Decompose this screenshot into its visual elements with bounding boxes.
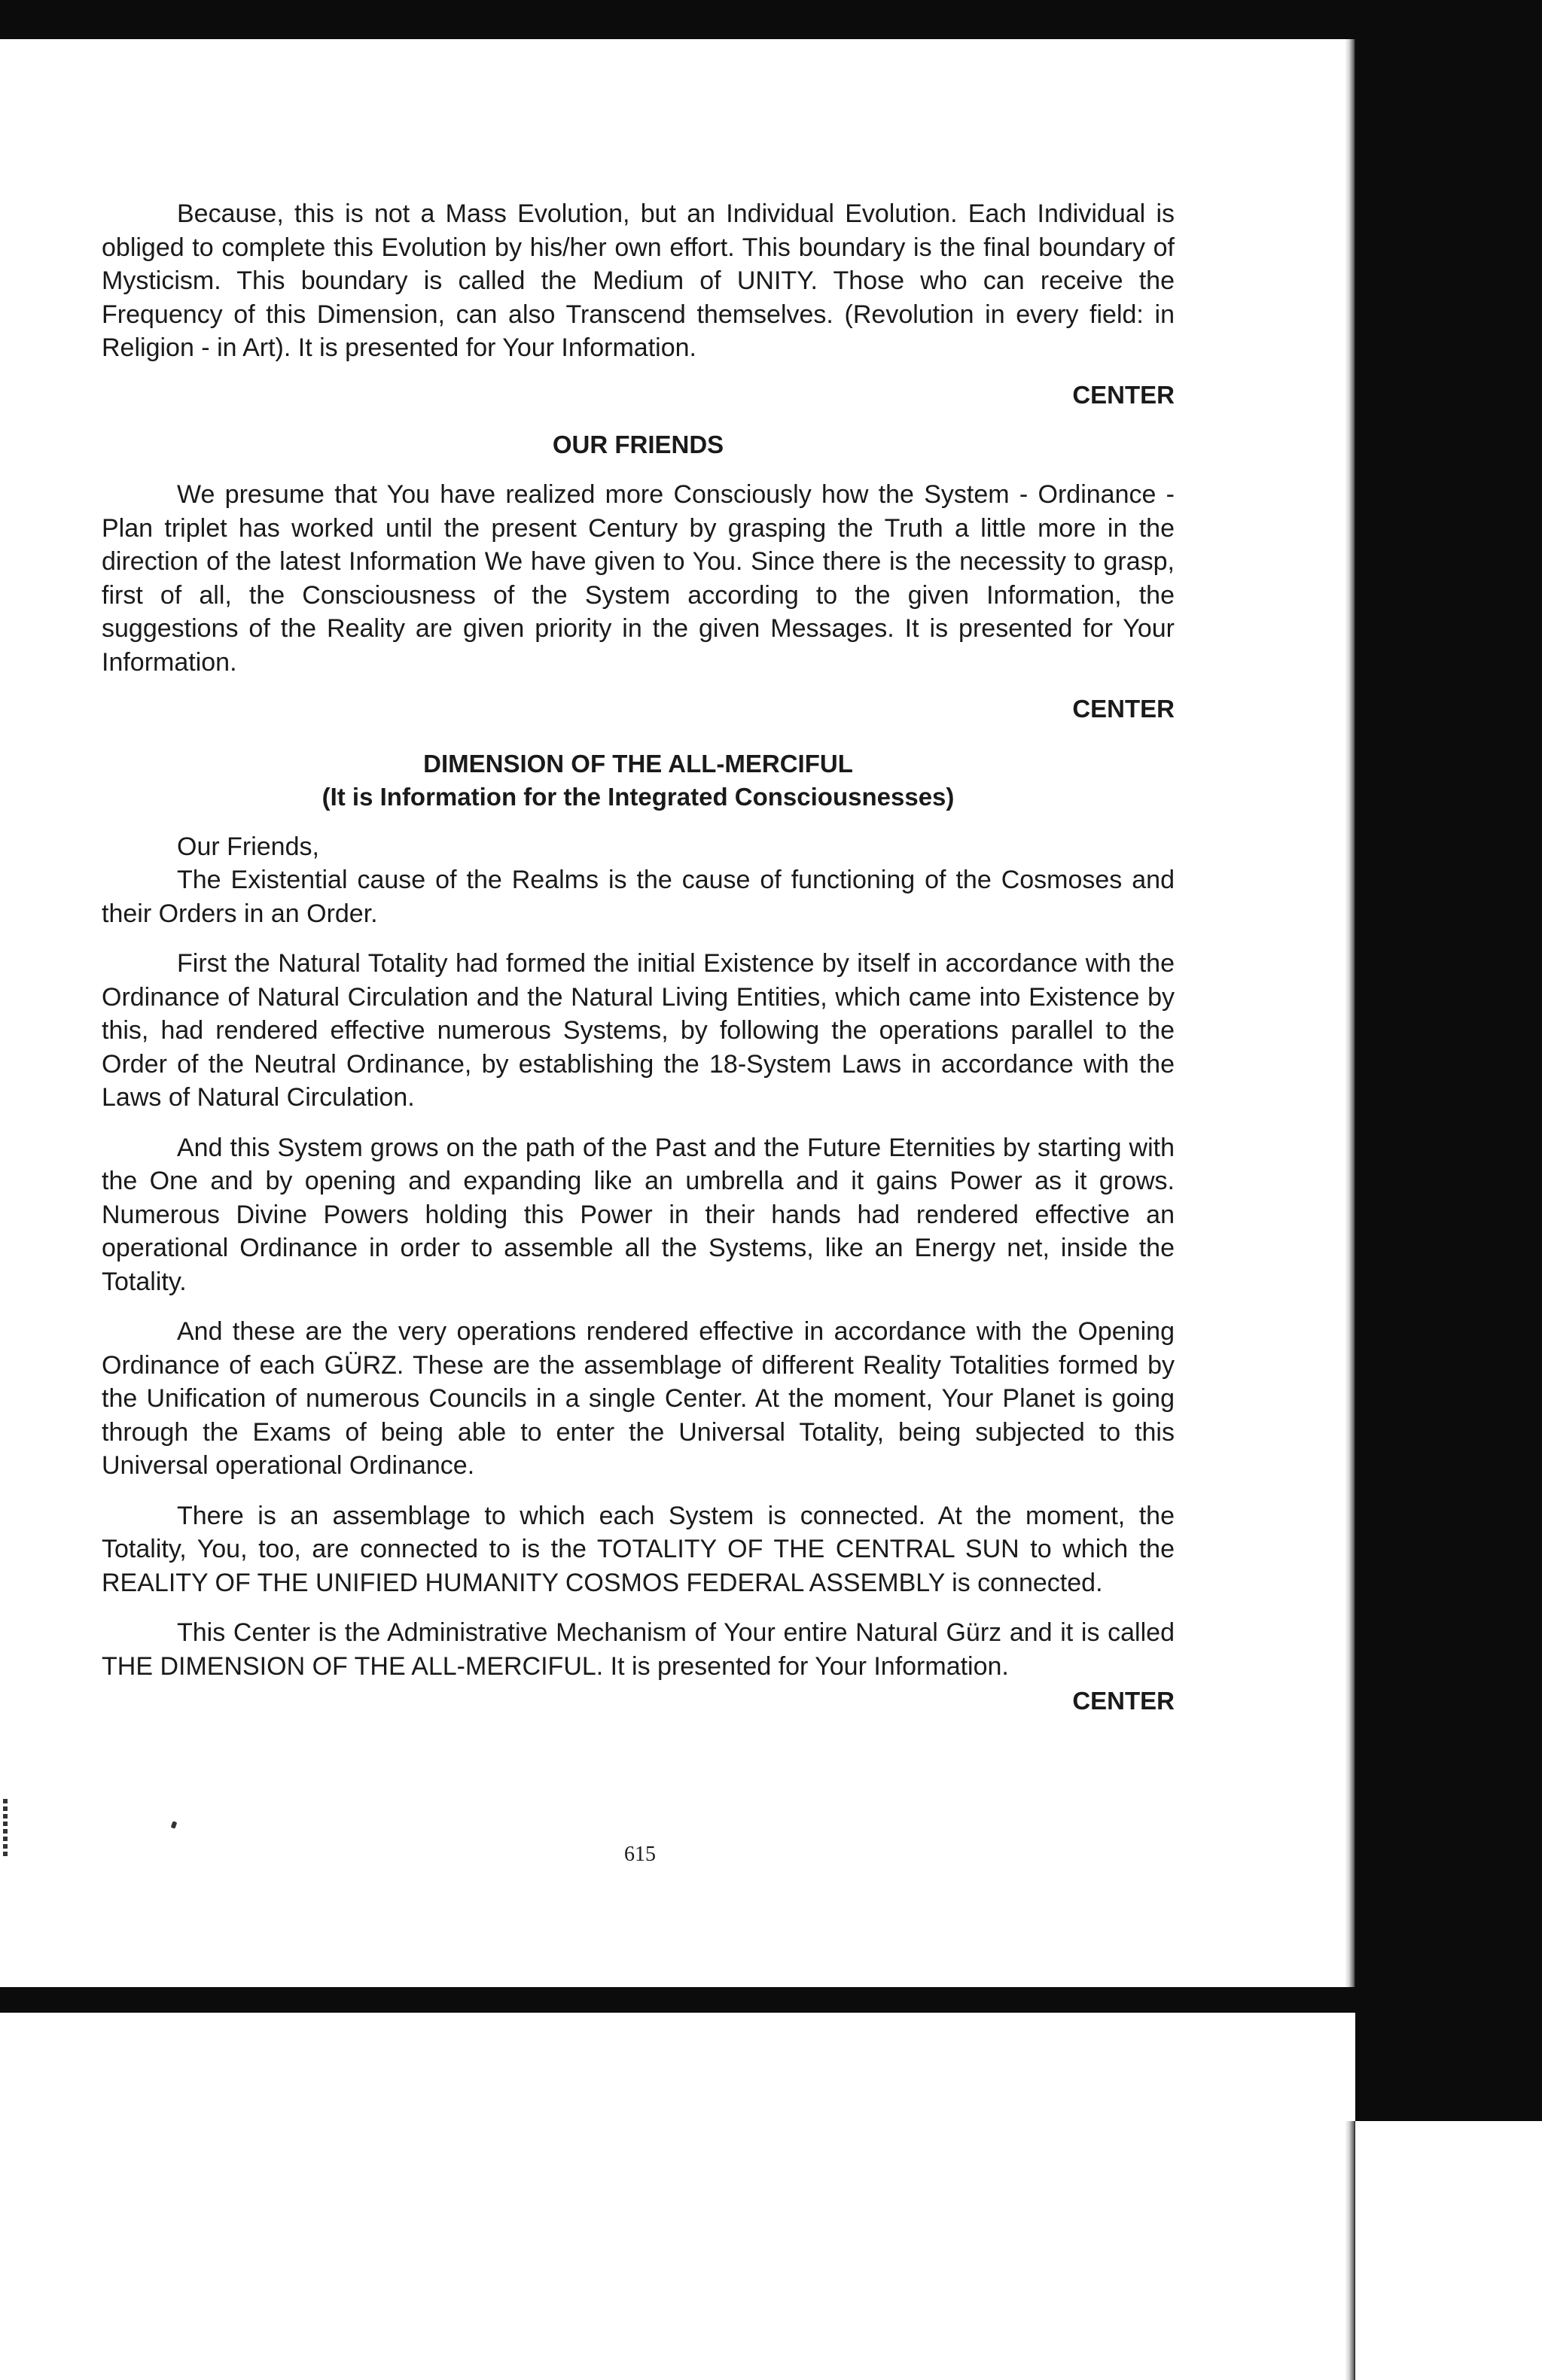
page-body (102, 197, 1175, 1718)
paragraph-mysticism: Because, this is not a Mass Evolution, but an Individual Evolution. Each Individual is obliged to complete this Evolution by his/her own effort. This boundary is the final boundary of Mysticism. This boundary is called the Medium of UNITY. Those who can receive the Frequency of this Dimension, can also Transcend themselves. (Revolution in every field: in Religion - in Art). It is presented for Your Information. (102, 199, 1175, 362)
paragraph-assemblage: There is an assemblage to which each System is connected. At the moment, the Totality, You, too, are connected to is the TOTALITY OF THE CENTRAL SUN to which the REALITY OF THE UNIFIED HUMANITY COSMOS FEDERAL ASSEMBLY is connected. (102, 1501, 1175, 1597)
heading-dimension: DIMENSION OF THE ALL-MERCIFUL (423, 749, 853, 778)
scan-margin-bottom (0, 2013, 1355, 2121)
signature-center: CENTER (1072, 1687, 1175, 1715)
salutation: Our Friends, (177, 832, 319, 861)
scan-speck (171, 1821, 178, 1829)
heading-our-friends: OUR FRIENDS (552, 431, 724, 458)
scan-border-bottom (0, 1987, 1355, 2013)
paragraph-natural-totality: First the Natural Totality had formed the initial Existence by itself in accordance with the Ordinance of Natural Circulation and the Natural Living Entities, which came into Existence by this, had rendered effective numerous Systems, by following the operations parallel to the Order of the Neutral Ordinance, by establishing the 18-System Laws in accordance with the Laws of Natural Circulation. (102, 949, 1175, 1112)
heading-dimension-subtitle: (It is Information for the Integrated Consciousnesses) (322, 782, 955, 811)
scan-border-top (0, 0, 1542, 39)
signature-center: CENTER (1072, 380, 1175, 409)
paragraph-system-grows: And this System grows on the path of the Past and the Future Eternities by starting with the One and by opening and expanding like an umbrella and it gains Power as it grows. Numerous Divine Powers holding this Power in their hands had rendered effective an operational Ordinance in order to assemble all the Systems, like an Energy net, inside the Totality. (102, 1133, 1175, 1296)
signature-center: CENTER (1072, 695, 1175, 723)
paragraph-opening-ordinance: And these are the very operations rendered effective in accordance with the Opening Ordinance of each GÜRZ. These are the assemblage of different Reality Totalities formed by the Unification of numerous Councils in a single Center. At the moment, Your Planet is going through the Exams of being able to enter the Universal Totality, being subjected to this Universal operational Ordinance. (102, 1317, 1175, 1480)
paragraph-system-ordinance: We presume that You have realized more Consciously how the System - Ordinance - Plan triplet has worked until the present Century by grasping the Truth a little more in the direction of the latest Information We have given to You. Since there is the necessity to grasp, first of all, the Consciousness of the System according to the given Information, the suggestions of the Reality are given priority in the given Messages. It is presented for Your Information. (102, 480, 1175, 677)
paragraph-administrative-center: This Center is the Administrative Mechanism of Your entire Natural Gürz and it is called THE DIMENSION OF THE ALL-MERCIFUL. It is presented for Your Information. (102, 1618, 1175, 1681)
page-number: 615 (624, 1843, 656, 1866)
scan-border-right (1355, 0, 1542, 2121)
paragraph-existential-cause: The Existential cause of the Realms is the cause of functioning of the Cosmoses and their Orders in an Order. (102, 866, 1175, 928)
